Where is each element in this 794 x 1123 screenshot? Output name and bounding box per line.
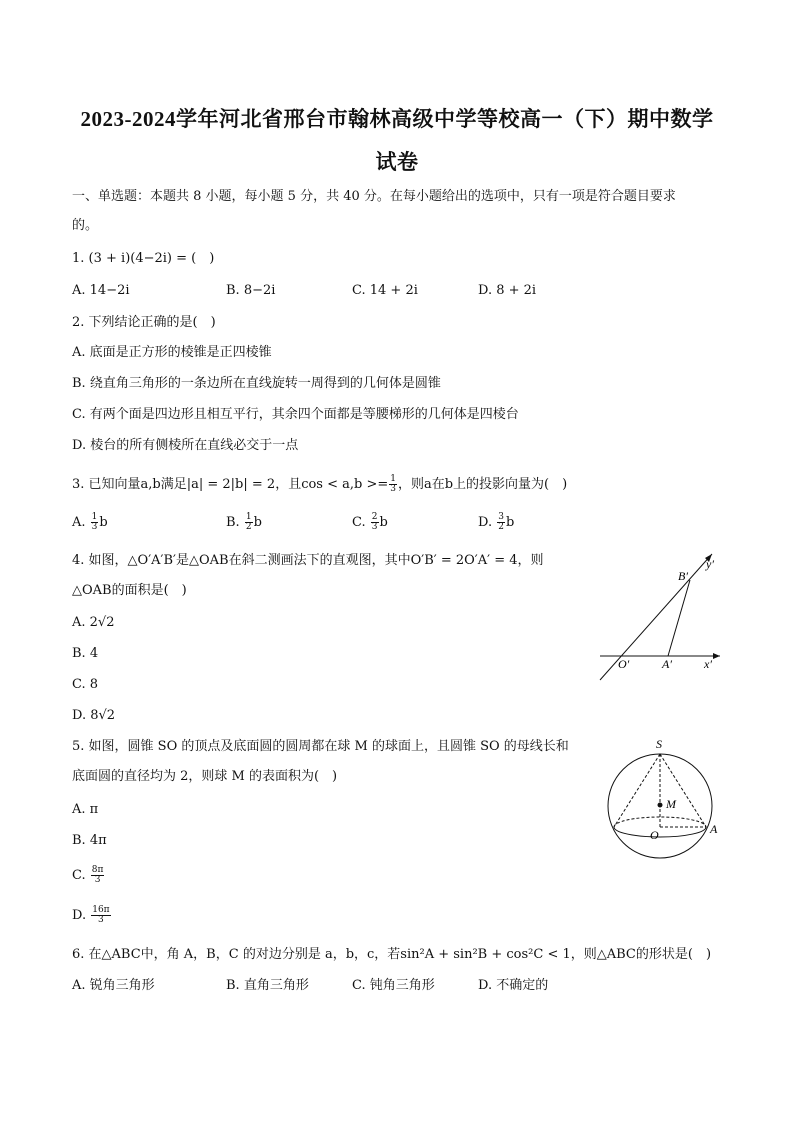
vector-b: b — [379, 515, 388, 530]
section-header: 一、单选题：本题共 8 小题，每小题 5 分，共 40 分。在每小题给出的选项中，只有一项是符合题目要求 — [72, 189, 676, 204]
frac-den: 3 — [98, 915, 104, 925]
q5-sphere-cone-figure — [604, 732, 728, 862]
q3-option-b-label: B. — [226, 515, 240, 530]
q2-stem: 2. 下列结论正确的是( ) — [72, 315, 216, 330]
frac-num: 8π — [91, 865, 104, 875]
frac-num: 3 — [498, 512, 504, 522]
label-a: A — [710, 822, 718, 836]
q1-stem: 1. (3 + i)(4−2i) = ( ) — [72, 251, 215, 266]
q6-option-b: B. 直角三角形 — [226, 978, 309, 993]
label-o: O — [650, 828, 659, 842]
q3-option-b — [226, 513, 262, 532]
q4-stem: 4. 如图，△O′A′B′是△OAB在斜二测画法下的直观图，其中O′B′ = 2O′A′ = 4，则 — [72, 553, 544, 568]
q3-option-b-fraction — [245, 513, 253, 532]
frac-den: 2 — [245, 522, 252, 532]
label-b: B′ — [678, 569, 688, 583]
q2-option-a: A. 底面是正方形的棱锥是正四棱锥 — [72, 345, 272, 360]
q3-stem-part1: 3. 已知向量a,b满足|a| = 2|b| = 2，且cos < a,b >= — [72, 477, 389, 492]
q3-option-c-fraction — [371, 513, 379, 532]
vector-b: b — [253, 515, 262, 530]
q5-option-d-fraction — [91, 906, 110, 925]
q3-option-a-label: A. — [72, 515, 86, 530]
q3-option-a — [72, 513, 108, 532]
frac-num: 1 — [91, 512, 98, 522]
frac-den: 3 — [94, 875, 101, 885]
label-y: y′ — [706, 557, 714, 571]
q5-option-d-label: D. — [72, 908, 87, 923]
q4-option-d: D. 8√2 — [72, 708, 116, 723]
q4-option-b: B. 4 — [72, 646, 99, 661]
q3-stem — [72, 475, 567, 494]
q1-option-c: C. 14 + 2i — [352, 283, 418, 298]
q3-stem-fraction — [389, 475, 397, 494]
label-o: O′ — [618, 657, 630, 671]
cone-slant-left — [614, 754, 660, 827]
q1-option-d: D. 8 + 2i — [478, 283, 537, 298]
label-a: A′ — [662, 657, 672, 671]
label-x: x′ — [704, 657, 712, 671]
q3-frac-den: 3 — [390, 484, 396, 494]
base-ellipse-front — [614, 827, 706, 837]
frac-den: 3 — [371, 522, 378, 532]
label-s: S — [656, 737, 662, 751]
q4-option-c: C. 8 — [72, 677, 99, 692]
label-m: M — [666, 797, 676, 811]
cone-slant-right — [660, 754, 706, 827]
q4-option-a: A. 2√2 — [72, 615, 115, 630]
center-point-m — [658, 803, 663, 808]
q6-stem: 6. 在△ABC中，角 A，B，C 的对边分别是 a，b，c，若sin²A + sin²B + cos²C < 1，则△ABC的形状是( ) — [72, 947, 712, 962]
q1-option-a: A. 14−2i — [72, 283, 130, 298]
q2-option-d: D. 棱台的所有侧棱所在直线必交于一点 — [72, 438, 299, 453]
q3-option-c-label: C. — [352, 515, 366, 530]
q3-option-d-fraction — [497, 513, 505, 532]
q6-option-d: D. 不确定的 — [478, 978, 549, 993]
q5-option-b: B. 4π — [72, 833, 107, 848]
frac-den: 3 — [91, 522, 98, 532]
q5-option-a: A. π — [72, 802, 99, 817]
q3-option-d-label: D. — [478, 515, 493, 530]
frac-num: 16π — [92, 905, 110, 915]
q2-option-c: C. 有两个面是四边形且相互平行，其余四个面都是等腰梯形的几何体是四棱台 — [72, 407, 519, 422]
q3-option-a-fraction — [91, 513, 99, 532]
q5-option-d — [72, 906, 112, 925]
frac-den: 2 — [498, 522, 504, 532]
page-title: 2023-2024学年河北省邢台市翰林高级中学等校高一（下）期中数学 — [80, 107, 714, 131]
q3-frac-num: 1 — [390, 474, 396, 484]
vector-b: b — [505, 515, 515, 530]
q5-option-c — [72, 866, 105, 885]
q3-stem-part2: ，则a在b上的投影向量为( ) — [397, 477, 568, 492]
q4-oblique-figure — [596, 548, 726, 684]
q5-option-c-label: C. — [72, 868, 86, 883]
vector-b: b — [99, 515, 108, 530]
q3-option-c — [352, 513, 388, 532]
x-axis-arrow-icon — [713, 653, 720, 659]
page-title-continued: 试卷 — [375, 150, 419, 174]
q5-stem-continued: 底面圆的直径均为 2，则球 M 的表面积为( ) — [72, 769, 338, 784]
q6-option-a: A. 锐角三角形 — [72, 978, 155, 993]
q6-option-c: C. 钝角三角形 — [352, 978, 435, 993]
q1-option-b: B. 8−2i — [226, 283, 276, 298]
q2-option-b: B. 绕直角三角形的一条边所在直线旋转一周得到的几何体是圆锥 — [72, 376, 441, 391]
section-header-continued: 的。 — [72, 218, 99, 233]
frac-num: 1 — [245, 512, 252, 522]
q5-stem: 5. 如图，圆锥 SO 的顶点及底面圆的圆周都在球 M 的球面上，且圆锥 SO 的母线长和 — [72, 739, 569, 754]
q4-stem-continued: △OAB的面积是( ) — [72, 583, 187, 598]
frac-num: 2 — [371, 512, 378, 522]
y-axis — [600, 554, 712, 680]
q3-option-d — [478, 513, 514, 532]
q5-option-c-fraction — [91, 866, 105, 885]
